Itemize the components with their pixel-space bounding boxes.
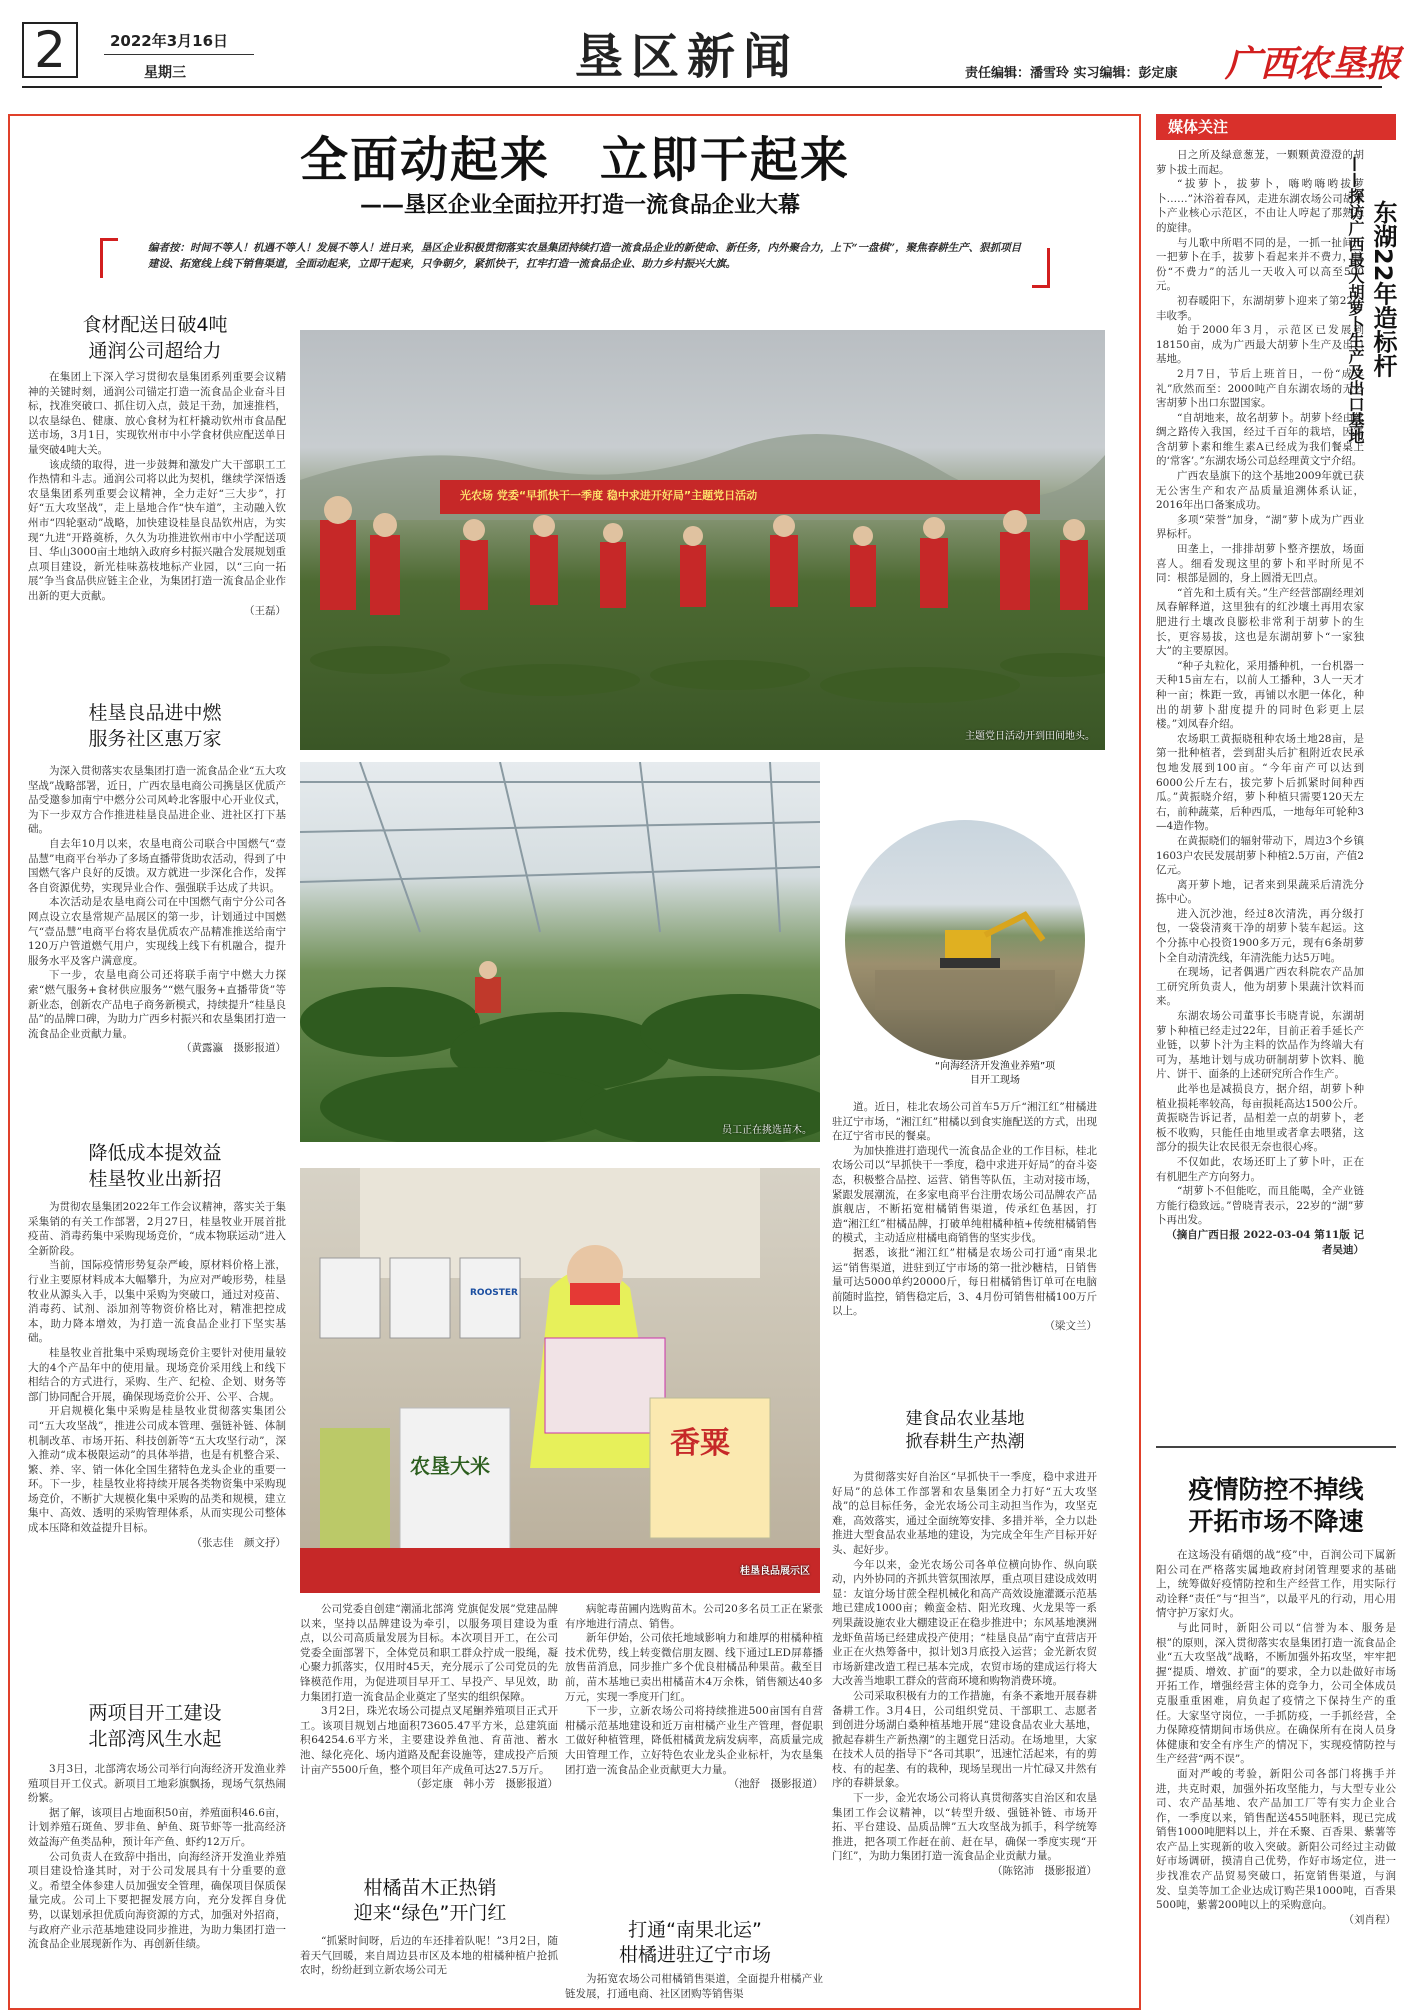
a2-body: 为深入贯彻落实农垦集团打造一流食品企业“五大攻坚战”战略部署，近日，广西农垦电商公司携垦区优质产品受邀参加南宁中燃分公司风岭北客服中心开业仪式，为下一步双方合作推进桂垦良品进企业、进社区打下基础。 自去年10月以来，农垦电商公司联合中国燃气“壹品慧”电商平台举办了多场直播带货助农活动，得到了中国燃气客户良好的反馈。双方就进一步深化合作，发挥各自资源优势，实现异业合作、强强联手达成了共识。 本次活动是农垦电商公司在中国燃气南宁分公司各网点设立农垦常规产品展区的第一步，计划通过中国燃气“壹品慧”电商平台将农垦优质农产品精准推送给南宁120万户管道燃气用户，实现线上线下有机融合，提升服务水平及客户满意度。 下一步，农垦电商公司还将联手南宁中燃大力探索“燃气服务+食材供应服务”“燃气服务+直播带货”等新业态，创新农产品电子商务新模式，持续提升“桂垦良品”的品牌口碑，为助力广西乡村振兴和农垦集团打造一流食品企业贡献力量。 （黄露瀛 摄影报道）	[28, 765, 286, 1055]
sidebar-feature-body: 日之所及绿意葱茏，一颗颗黄澄澄的胡萝卜拔土而起。 “拔萝卜，拔萝卜，嗨哟嗨哟拔萝卜……”沐浴着春风，走进东湖农场公司胡萝卜产业核心示范区，不由让人哼起了那熟悉的旋律。 与儿歌中所唱不同的是，一抓一扯间，一把萝卜在手，拔萝卜看起来并不费力，这份“不费力”的活儿一天收入可以高至500元。 初春暖阳下，东湖胡萝卜迎来了第22个丰收季。 始于2000年3月，示范区已发展到18150亩，成为广西最大胡萝卜生产及出口基地。 2月7日，节后上班首日，一份“成年礼”欣然而至：2000吨产自东湖农场的无公害胡萝卜出口东盟国家。 “自胡地来，故名胡萝卜。胡萝卜经由丝绸之路传入我国，经过千百年的栽培，因富含胡萝卜素和维生素A已经成为我们餐桌上的‘常客’。”东湖农场公司总经理黄文宁介绍。 广西农垦旗下的这个基地2009年就已获无公害生产和农产品质量追溯体系认证，2016年出口备案成功。 多项“荣誉”加身，“湖”萝卜成为广西业界标杆。 田垄上，一排排胡萝卜整齐摆放，场面喜人。细看发现这里的萝卜和平时所见不同：根部是圆的，身上圆滑无凹点。 “首先和土质有关。”生产经营部副经理刘凤春解释道，这里独有的红沙壤土再用农家肥进行土壤改良膨松非常利于胡萝卜的生长，更容易拔，这也是东湖胡萝卜“一家独大”的主要原因。 “种子丸粒化，采用播种机，一台机器一天种15亩左右，以前人工播种，3人一天才种一亩；株距一致，再铺以水肥一体化，种出的胡萝卜甜度提升的同时色彩更上层楼。”刘凤春介绍。 农场职工黄振晓租种农场土地28亩，是第一批种植者，尝到甜头后扩租附近农民承包地发展到100亩。“今年亩产可以达到6000公斤左右，拔完萝卜后抓紧时间种西瓜。”黄振晓介绍，萝卜种植只需要120天左右，前种蔬菜，后种西瓜，一地每年可轮种3—4造作物。 在黄振晓们的辐射带动下，周边3个乡镇1603户农民发展胡萝卜种植2.5万亩，产值2亿元。 离开萝卜地，记者来到果蔬采后清洗分拣中心。 进入沉沙池，经过8次清洗，再分级打包，一袋袋清爽干净的胡萝卜装车起运。这个分拣中心投资1900多万元，现有6条胡萝卜全自动清洗线，年清洗能力达5万吨。 在现场，记者偶遇广西农科院农产品加工研究所负责人，他为胡萝卜果蔬汁饮料而来。 东湖农场公司董事长韦晓青说，东湖胡萝卜种植已经走过22年，目前正着手延长产业链，以萝卜汁为主料的饮品作为终端大有可为，基地计划与成功研制胡萝卜饮料、脆片、饼干、面条的上述研究所合作生产。 此举也是减损良方，据介绍，胡萝卜种植业损耗率较高，每亩损耗高达1500公斤。黄振晓告诉记者，品相差一点的胡萝卜，老板不收购，只能任由地里或者拿去喂猪，这部分的损失让农民很无奈也很心疼。 不仅如此，农场还盯上了萝卜叶，正在有机肥生产方向努力。 “胡萝卜不但能吃，而且能喝，全产业链方能行稳致远。”曾晓青表示，22岁的“湖”萝卜再出发。 （摘自广西日报 2022-03-04 第11版 记者吴迪）	[1156, 149, 1364, 1256]
showroom-illustration	[300, 1168, 820, 1593]
bag-brand-label: ROOSTER	[470, 1288, 518, 1298]
a1-body: 在集团上下深入学习贯彻农垦集团系列重要会议精神的关键时刻，通润公司锚定打造一流食品企业奋斗目标，找准突破口、抓住切入点，鼓足干劲，加速推档，以农垦绿色、健康、放心食材为杠杆撬动钦州市食品配送市场，3月1日，实现钦州市中小学食材供应配送单日量突破4吨大关。 该成绩的取得，进一步鼓舞和激发广大干部职工工作热情和斗志。通润公司将以此为契机，继续学深悟透农垦集团系列重要会议精神，全力走好“三大步”，打好“五大攻坚战”，走上垦地合作“快车道”，主动融入钦州市“四轮驱动”战略，加快建设桂垦良品钦州店，为实现“九进”开路奠桥，久久为功推进钦州市中小学配送项目、华山3000亩土地纳入政府乡村振兴融合发展规划重点项目建设，新光桂味荔枝地标产业园，以“三向一拓展”争当食品供应链主企业，为集团打造一流食品企业作出新的更大贡献。 （王磊）	[28, 371, 286, 617]
lead-subtitle: ——垦区企业全面拉开打造一流食品企业大幕	[359, 193, 800, 218]
sidebar-title2-body: 在这场没有硝烟的战“疫”中，百润公司下属新阳公司在严格落实属地政府封闭管理要求的基础上，统筹做好疫情防控和生产经营工作，用实际行动诠释“责任”与“担当”，以最平凡的行动，用心用情守护万家灯火。 与此同时，新阳公司以“信誉为本、服务是根”的原则，深入贯彻落实农垦集团打造一流食品企业“五大攻坚战”战略，不断加强外拓攻坚，牢牢把握“提质、增效、扩面”的要求，全力以赴做好市场开拓工作，增强经营主体的竞争力，公司全体成员克服重重困难，肩负起了疫情之下保持生产的重任。大家坚守岗位，一手抓防疫，一手抓经营，全力保障疫情期间市场供应。在确保所有在岗人员身体健康和安全有序生产的情况下，实现疫情防控与生产经营“两不误”。 面对严峻的考验，新阳公司各部门将携手并进，共克时艰，加强外拓攻坚能力，与大型专业公司、农产品基地、农产品加工厂等有实力企业合作，一季度以来，销售配送455吨胚料，现已完成销售1000吨肥料以上，并在禾聚、百香果、紫薯等农产品上实现新的收入突破。新阳公司经过主动做好市场调研，摸清自己优势，作好市场定位，进一步找准农产品贸易突破口，拓宽销售渠道，与润发、皇美等加工企业达成订购芒果1000吨，百香果500吨，紫薯200吨以上的采购意向。 （刘肖程）	[1156, 1549, 1396, 1926]
photo4-caption: 桂垦良品展示区	[740, 1566, 810, 1577]
sidebar-tag: 媒体关注	[1156, 114, 1396, 140]
photo3-caption: “向海经济开发渔业养殖”项 目开工现场	[934, 1061, 1056, 1086]
product-label: 香粟	[670, 1426, 730, 1461]
a3-body: 为贯彻农垦集团2022年工作会议精神，落实关于集采集销的有关工作部署，2月27日，桂垦牧业开展首批疫苗、消毒药集中采购现场竞价，“成本物联运动”进入全新阶段。 当前，国际疫情形势复杂严峻，原材料价格上涨，行业主要原材料成本大幅攀升，为应对严峻形势，桂垦牧业从源头入手，以集中采购为突破口，通过对疫苗、消毒药、试剂、添加剂等物资价格比对，精准把控成本，助力降本增效，为打造一流食品企业打下坚实基础。 桂垦牧业首批集中采购现场竞价主要针对使用量较大的4个产品年中的使用量。现场竞价采用线上和线下相结合的方式进行，采购、生产、纪检、企划、财务等部门协同配合开展，确保现场竞价公开、公平、合规。 开启规模化集中采购是桂垦牧业贯彻落实集团公司“五大攻坚战”，推进公司成本管理、强链补链、体制机制改革、市场开拓、科技创新等“五大攻坚行动”，深入推动“成本极限运动”的具体举措，也是有机整合采、繁、养、宰、销一体化全国生猪特色龙头企业的重要一环。下一步，桂垦牧业将持续开展各类物资集中采购现场竞价，不断扩大规模化集中采购的品类和规模，建立集中、高效、透明的采购管理体系，从而实现公司整体成本压降和效益提升目标。 （张志佳 颜文抒）	[28, 1201, 286, 1549]
photo-showroom	[300, 1168, 820, 1593]
a5-body: 公司党委自创建“潮涌北部湾 党旗促发展”党建品牌以来，坚持以品牌建设为牵引，以服务项目建设为重点，以公司高质量发展为目标。本次项目开工，在公司党委全面部署下，全体党员和职工群众拧成一股绳，凝心聚力抓落实，仅用时45天，充分展示了公司党员的先锋模范作用，为促进项目早开工、早投产、早见效，助力集团打造一流食品企业奠定了坚实的组织保障。 3月2日，珠光农场公司提点叉尾鮰养殖项目正式开工。该项目规划占地面积73605.47平方米，总建筑面积64254.6平方米，主要建设养鱼池、育苗池、蓄水池、绿化亮化、场内道路及配套设施等，建成投产后预计亩产5500斤鱼，整个项目年产成鱼可达27.5万斤。 （彭定康 韩小芳 摄影报道）	[300, 1603, 558, 1791]
sidebar-title2: 疫情防控不掉线 开拓市场不降速	[1188, 1475, 1364, 1536]
a2-title: 桂垦良品进中燃 服务社区惠万家	[88, 702, 222, 750]
photo2-caption: 员工正在挑选苗木。	[722, 1125, 812, 1136]
field-illustration	[300, 330, 1105, 750]
a6-body: 病鸵毒苗圃内选购苗木。公司20多名员工正在紧张有序地进行清点、销售。 新年伊始，公司依托地域影响力和雄厚的柑橘种植技术优势，线上转变微信朋友圈、线下通过LED屏幕播放售苗消息，同步推广多个优良柑橘品种果苗。截至目前，苗木基地已卖出柑橘苗木4万余株，销售额达40多万元，实现一季度开门红。 下一步，立新农场公司将持续推进500亩国有自营柑橘示范基地建设和近万亩柑橘产业生产管理，督促职工做好种植管理，降低柑橘黄龙病发病率，高质量完成大田管理工作，立好特色农业龙头企业标杆，为农垦集团打造一流食品企业贡献更大力量。 （池舒 摄影报道）	[565, 1603, 823, 1791]
a9-title: 柑橘苗木正热销 迎来“绿色”开门红	[353, 1877, 507, 1924]
a10-body: 为拓宽农场公司柑橘销售渠道，全面提升柑橘产业链发展，打通电商、社区团购等销售渠	[565, 1973, 823, 2000]
a7-body: 道。近日，桂北农场公司首车5万斤“湘江红”柑橘进驻辽宁市场，“湘江红”柑橘以到食实施配送的方式，出现在辽宁省市民的餐桌。 为加快推进打造现代一流食品企业的工作目标，桂北农场公司以“早抓快干一季度，稳中求进开好局”的奋斗姿态，积极整合品控、运营、销售等队伍，主动对接市场，紧跟发展潮流，在多家电商平台注册农场公司品牌农产品旗舰店，不断拓宽柑橘销售渠道，传承红色基因，打造“湘江红”柑橘品牌，打破单纯柑橘种植+传统柑橘销售的模式，主动适应柑橘电商销售的坚实步伐。 据悉，该批“湘江红”柑橘是农场公司打通“南果北运”销售渠道，进驻到辽宁市场的第一批沙糖桔，日销售量可达5000单约20000斤，每日柑橘销售订单可在电脑前随时监控，销售稳定后，3、4月份可销售柑橘100万斤以上。 （梁文兰）	[832, 1101, 1097, 1332]
a3-title: 降低成本提效益 桂垦牧业出新招	[88, 1142, 222, 1190]
editor-note	[100, 238, 1050, 288]
sidebar-feature-subtitle: ——探访广西最大胡萝卜生产及出口基地	[1346, 156, 1365, 444]
a4-title: 两项目开工建设 北部湾风生水起	[88, 1702, 222, 1750]
lead-title: 全面动起来 立即干起来	[299, 132, 850, 188]
photo1-banner: 光农场 党委“早抓快干一季度 稳中求进开好局”主题党日活动	[460, 489, 758, 502]
note-label: 编者按：	[148, 242, 190, 254]
paper-logo: 广西农垦报	[1225, 43, 1401, 85]
a1-title: 食材配送日破4吨 通润公司超给力	[82, 314, 228, 362]
a9-body: “抓紧时间呀，后边的车还排着队呢！”3月2日，随着天气回暖，来自周边县市区及本地的柑橘种植户抢抓农时，纷纷赶到立新农场公司无	[300, 1935, 558, 1977]
photo1-caption: 主题党日活动开到田间地头。	[965, 731, 1095, 742]
rice-bag-label: 农垦大米	[410, 1454, 490, 1478]
editors-line: 责任编辑：潘雪玲 实习编辑：彭定康	[965, 66, 1178, 81]
issue-date: 2022年3月16日	[110, 32, 229, 50]
a4-body: 3月3日，北部湾农场公司举行向海经济开发渔业养殖项目开工仪式。新项目工地彩旗飘扬，现场气氛热闹纷繁。 据了解，该项目占地面积50亩，养殖面积46.6亩，计划养殖石斑鱼、罗非鱼、鲈鱼、斑节虾等一批高经济效益海产鱼类品种，预计年产鱼、虾约12万斤。 公司负责人在致辞中指出，向海经济开发渔业养殖项目建设恰逢其时，对于公司发展具有十分重要的意义。希望全体参建人员加强安全管理，确保项目保质保量完成。公司上下要把握发展方向，充分发挥自身优势，以谋划承担优质向海资源的方式，加强对外招商，与政府产业示范基地建设同步推进，为助力集团打造一流食品企业展现新作为、再创新佳绩。	[28, 1763, 286, 1951]
a10-title: 打通“南果北运” 柑橘进驻辽宁市场	[618, 1919, 771, 1966]
sidebar-divider	[1156, 1446, 1396, 1448]
photo-excavator	[845, 820, 1085, 1060]
masthead	[0, 0, 1404, 84]
masthead-rule	[22, 86, 1382, 88]
greenhouse-illustration	[300, 762, 820, 1142]
excavator-illustration	[845, 820, 1085, 1060]
photo-greenhouse	[300, 762, 820, 1142]
sidebar-feature-title: 东湖22年造标杆	[1369, 200, 1397, 378]
a8-title: 建食品农业基地 掀春耕生产热潮	[905, 1409, 1025, 1452]
photo-party-activity	[300, 330, 1105, 750]
date-rule	[104, 54, 254, 55]
section-title: 垦区新闻	[575, 29, 800, 85]
a8-body: 为贯彻落实好自治区“早抓快干一季度，稳中求进开好局”的总体工作部署和农垦集团全力打好“五大攻坚战”的总目标任务，金光农场公司主动担当作为，攻坚克难，高效落实，通过全面统筹安排、多措并举，全力以赴推进大型食品农业基地的建设，为完成全年生产目标开好头、起好步。 今年以来，金光农场公司各单位横向协作、纵向联动，内外协同的齐抓共管氛围浓厚，重点项目建设成效明显：友谊分场甘蔗全程机械化和高产高效设施灌溉示范基地已建成1000亩；赖蛮金桔、阳光玫瑰、火龙果等一系列果蔬设施农业大棚建设正在稳步推进中；东风基地澳洲龙虾鱼苗场已经建成投产使用；“桂垦良品”南宁直营店开业正在火热筹备中，拟计划3月底投入运营；金光新农贸市场新建改造工程已基本完成，农贸市场的建成运行将大大改善当地职工群众的营商环境和购物消费环境。 公司采取积极有力的工作措施，有条不紊地开展春耕备耕工作。3月4日，公司组织党员、干部职工、志愿者到创进分场湖白桑种植基地开展“建设食品农业大基地，掀起春耕生产新热潮”的主题党日活动。在场地里，大家在技术人员的指导下“各司其职”，迅速忙活起来，有的剪枝、有的起垄、有的栽种，现场呈现出一片忙碌又井然有序的春耕景象。 下一步，金光农场公司将认真贯彻落实自治区和农垦集团工作会议精神，以“转型升级、强链补链、市场开拓、平台建设、品质品牌”五大攻坚战为抓手，科学统筹推进，把各项工作赶在前、赶在早，确保一季度实现“开门红”，为助力集团打造一流食品企业贡献力量。 （陈铭沛 摄影报道）	[832, 1471, 1097, 1878]
note-text: 时间不等人！机遇不等人！发展不等人！进日来，垦区企业积极贯彻落实农垦集团持续打造一流食品企业的新使命、新任务，内外聚合力，上下“一盘棋”，聚焦春耕生产、狠抓项目建设、拓宽线上线下销售渠道，全面动起来，立即干起来，只争朝夕，紧抓快干，扛牢打造一流食品企业、助力乡村振兴大旗。	[148, 242, 1022, 270]
issue-weekday: 星期三	[144, 65, 186, 81]
page-number: 2	[22, 22, 78, 78]
